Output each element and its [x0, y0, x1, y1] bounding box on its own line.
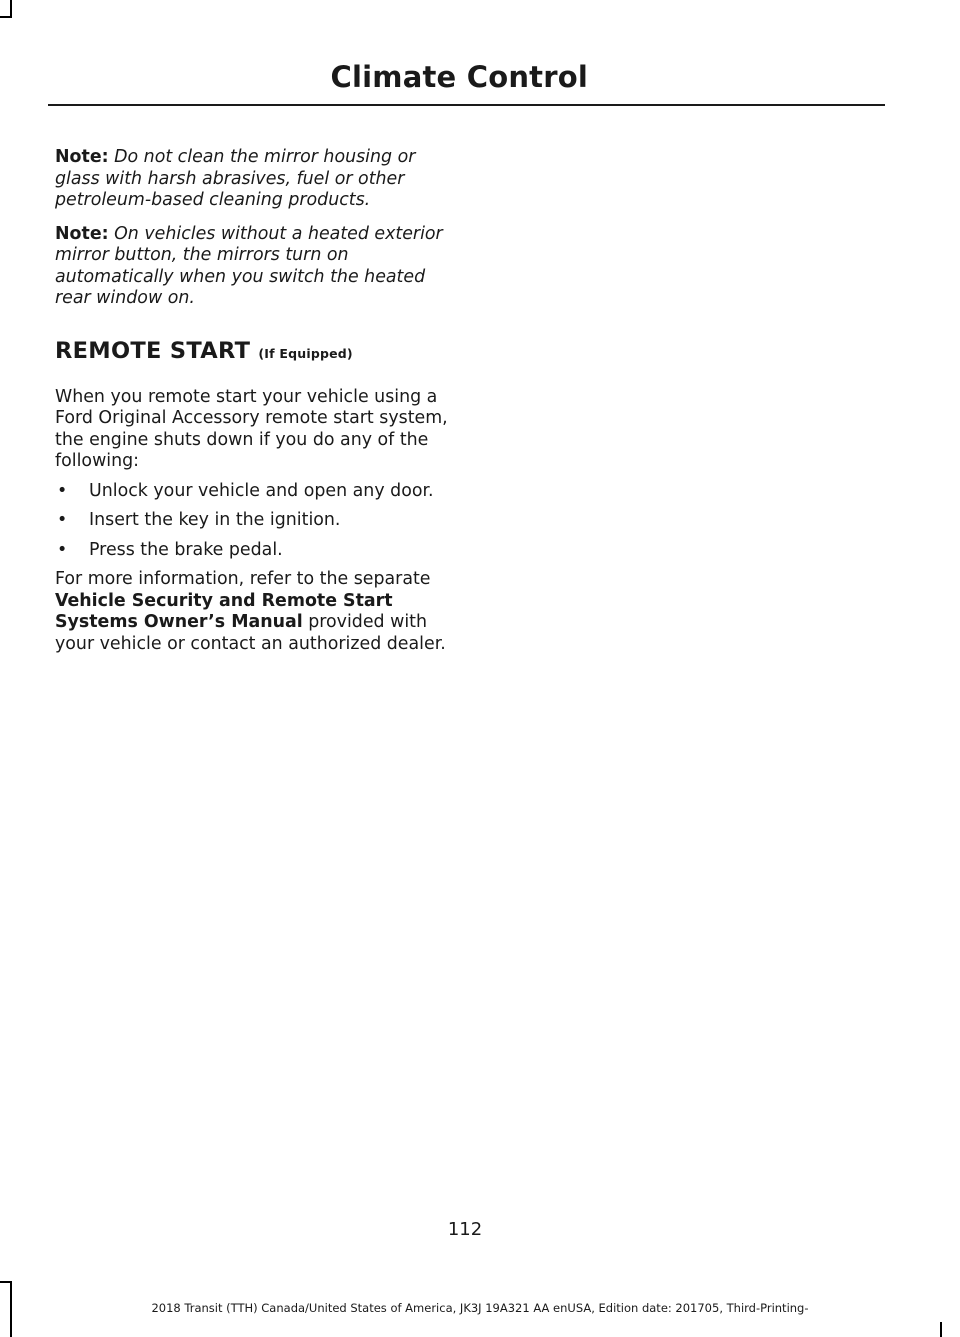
closing-text-start: For more information, refer to the separate [55, 569, 431, 589]
crop-mark-top-left-horizontal [0, 16, 12, 18]
closing-text-end: provided with your vehicle or contact an authorized dealer. [55, 612, 446, 654]
note-heated-mirrors [55, 224, 455, 310]
note-cleaning [55, 147, 455, 212]
list-item [55, 510, 455, 532]
section-heading-title: REMOTE START [55, 337, 251, 364]
bullet-symbol: • [57, 539, 68, 560]
list-item [55, 540, 455, 562]
footer-edition-info: 2018 Transit (TTH) Canada/United States of America, JK3J 19A321 AA enUSA, Edition date: 201705, Third-Printing- [151, 1301, 809, 1315]
bullet-symbol: • [57, 510, 68, 530]
manual-reference: Vehicle Security and Remote Start Systems Owner’s Manual [55, 590, 393, 632]
crop-mark-top-left-vertical [10, 0, 12, 16]
crop-mark-bottom-right-vertical [940, 1322, 942, 1337]
list-item-text: Insert the key in the ignition. [89, 510, 341, 530]
section-heading-suffix: (If Equipped) [258, 345, 353, 361]
list-item-text: Press the brake pedal. [89, 539, 283, 560]
note-label: Note: [55, 147, 109, 167]
page-title: Climate Control [330, 60, 588, 94]
bullet-list [55, 481, 455, 562]
list-item-text: Unlock your vehicle and open any door. [89, 480, 434, 501]
intro-paragraph: When you remote start your vehicle using a Ford Original Accessory remote start system, the engine shuts down if you do any of the following: [55, 386, 448, 471]
section-heading [55, 338, 455, 367]
header-divider [48, 104, 885, 106]
note-text: Do not clean the mirror housing or glass with harsh abrasives, fuel or other petroleum-based cleaning products. [55, 147, 416, 210]
list-item [55, 481, 455, 503]
note-label: Note: [55, 223, 109, 244]
crop-mark-bottom-left-horizontal [0, 1281, 12, 1283]
note-text: On vehicles without a heated exterior mirror button, the mirrors turn on automatically when you switch the heated rear window on. [55, 223, 443, 308]
page-number: 112 [447, 1219, 483, 1240]
bullet-symbol: • [57, 480, 68, 501]
closing-paragraph [55, 569, 455, 655]
text-column [55, 147, 455, 663]
